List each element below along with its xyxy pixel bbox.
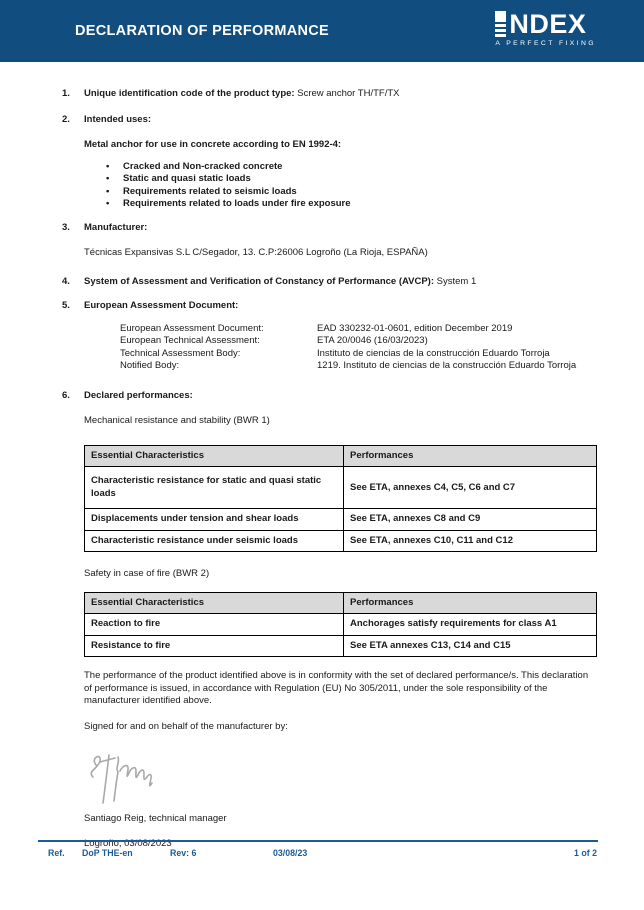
table-row	[85, 530, 597, 552]
table-cell: See ETA, annexes C8 and C9	[344, 509, 597, 531]
detail-value: ETA 20/0046 (16/03/2023)	[317, 335, 428, 347]
detail-row	[120, 335, 598, 348]
list-item-text: Requirements related to seismic loads	[123, 185, 297, 197]
column-header: Performances	[344, 592, 597, 614]
footer-ref-value: DoP THE-en	[82, 848, 133, 858]
section-4-value: System 1	[434, 275, 477, 287]
index-logo-word: NDEX	[509, 9, 587, 39]
bwr2-table	[84, 592, 597, 658]
section-3-manufacturer	[62, 222, 598, 235]
column-header: Essential Characteristics	[85, 592, 344, 614]
footer-revision: Rev: 6	[170, 848, 197, 858]
bwr1-table	[84, 445, 597, 553]
section-5-label: European Assessment Document:	[84, 300, 239, 311]
manufacturer-address: Técnicas Expansivas S.L C/Segador, 13. C.P:26006 Logroño (La Rioja, ESPAÑA)	[84, 247, 428, 258]
header-bar	[0, 0, 644, 62]
table-row	[85, 467, 597, 509]
detail-label: European Assessment Document:	[120, 322, 264, 334]
table-cell: Resistance to fire	[85, 635, 344, 657]
detail-value: Instituto de ciencias de la construcción Eduardo Torroja	[317, 347, 550, 359]
table-header-row	[85, 445, 597, 467]
table-cell: Reaction to fire	[85, 614, 344, 636]
section-1-number: 1.	[62, 88, 70, 99]
list-item-text: Requirements related to loads under fire exposure	[123, 198, 351, 209]
bwr1-caption: Mechanical resistance and stability (BWR 1)	[84, 415, 270, 427]
detail-value: 1219. Instituto de ciencias de la construcción Eduardo Torroja	[317, 360, 577, 372]
section-4-number: 4.	[62, 275, 70, 287]
column-header: Performances	[344, 445, 597, 467]
index-logo-i-icon	[495, 11, 506, 37]
section-3-number: 3.	[62, 221, 70, 233]
section-4-label: System of Assessment and Verification of Constancy of Performance (AVCP):	[84, 275, 435, 287]
detail-label: Technical Assessment Body:	[120, 347, 241, 359]
section-6-label: Declared performances:	[84, 389, 193, 401]
section-1-label: Unique identification code of the product type:	[84, 88, 295, 99]
table-cell: See ETA annexes C13, C14 and C15	[344, 635, 597, 657]
table-cell: See ETA, annexes C4, C5, C6 and C7	[344, 467, 597, 509]
index-logo	[495, 11, 596, 47]
table-cell: Anchorages satisfy requirements for class A1	[344, 614, 597, 636]
signed-for-line: Signed for and on behalf of the manufacturer by:	[84, 720, 288, 732]
footer-divider	[38, 840, 598, 842]
column-header: Essential Characteristics	[85, 445, 344, 467]
bullet-icon: •	[106, 198, 110, 209]
section-6-number: 6.	[62, 389, 70, 401]
section-6-declared-performances	[62, 390, 598, 403]
bwr2-caption: Safety in case of fire (BWR 2)	[84, 568, 210, 580]
footer-page-number: 1 of 2	[574, 848, 597, 858]
detail-row	[120, 348, 598, 361]
section-5-ead	[62, 300, 598, 313]
place-date: Logroño, 03/08/2023	[84, 837, 172, 849]
section-4-avcp	[62, 276, 598, 289]
bullet-icon: •	[106, 185, 110, 197]
list-item	[106, 173, 598, 186]
table-header-row	[85, 592, 597, 614]
section-1-text	[84, 88, 399, 101]
table-row	[85, 509, 597, 531]
section-3-label: Manufacturer:	[84, 221, 148, 233]
table-cell: Characteristic resistance for static and quasi static loads	[85, 467, 344, 509]
list-item	[106, 186, 598, 199]
table-cell: See ETA, annexes C10, C11 and C12	[344, 530, 597, 552]
footer-date: 03/08/23	[273, 848, 308, 858]
footer-ref-label: Ref.	[48, 848, 65, 858]
conformity-paragraph: The performance of the product identified above is in conformity with the set of declared performance/s. This declaration of performance is issued, in accordance with Regulation (EU) No 305/2011, under the sole responsibility of the manufacturer identified above.	[84, 670, 589, 707]
table-row	[85, 635, 597, 657]
detail-row	[120, 323, 598, 336]
index-logo-tagline: A PERFECT FIXING	[495, 40, 596, 47]
list-item-text: Cracked and Non-cracked concrete	[123, 160, 283, 172]
section-2-intended-uses	[62, 114, 598, 127]
table-cell: Characteristic resistance under seismic loads	[85, 530, 344, 552]
detail-label: European Technical Assessment:	[120, 335, 260, 347]
section-1-value: Screw anchor TH/TF/TX	[294, 88, 400, 99]
intended-uses-list	[106, 161, 598, 211]
assessment-details	[120, 323, 598, 373]
list-item	[106, 161, 598, 174]
section-5-number: 5.	[62, 300, 70, 311]
list-item	[106, 198, 598, 211]
index-logo-top	[495, 11, 586, 37]
page-title: DECLARATION OF PERFORMANCE	[75, 23, 330, 39]
document-body	[0, 62, 644, 850]
table-cell: Displacements under tension and shear loads	[85, 509, 344, 531]
footer	[0, 848, 644, 862]
section-1-product-type	[62, 88, 598, 101]
signature-image	[82, 745, 598, 807]
section-2-number: 2.	[62, 113, 70, 125]
signatory-name: Santiago Reig, technical manager	[84, 813, 227, 825]
table-row	[85, 614, 597, 636]
bullet-icon: •	[106, 160, 110, 172]
detail-label: Notified Body:	[120, 360, 180, 372]
list-item-text: Static and quasi static loads	[123, 173, 251, 184]
section-4-text	[84, 276, 476, 289]
detail-value: EAD 330232-01-0601, edition December 2019	[317, 322, 513, 334]
section-2-intro: Metal anchor for use in concrete according to EN 1992-4:	[84, 139, 342, 150]
section-2-label: Intended uses:	[84, 113, 152, 125]
bullet-icon: •	[106, 173, 110, 184]
detail-row	[120, 360, 598, 373]
